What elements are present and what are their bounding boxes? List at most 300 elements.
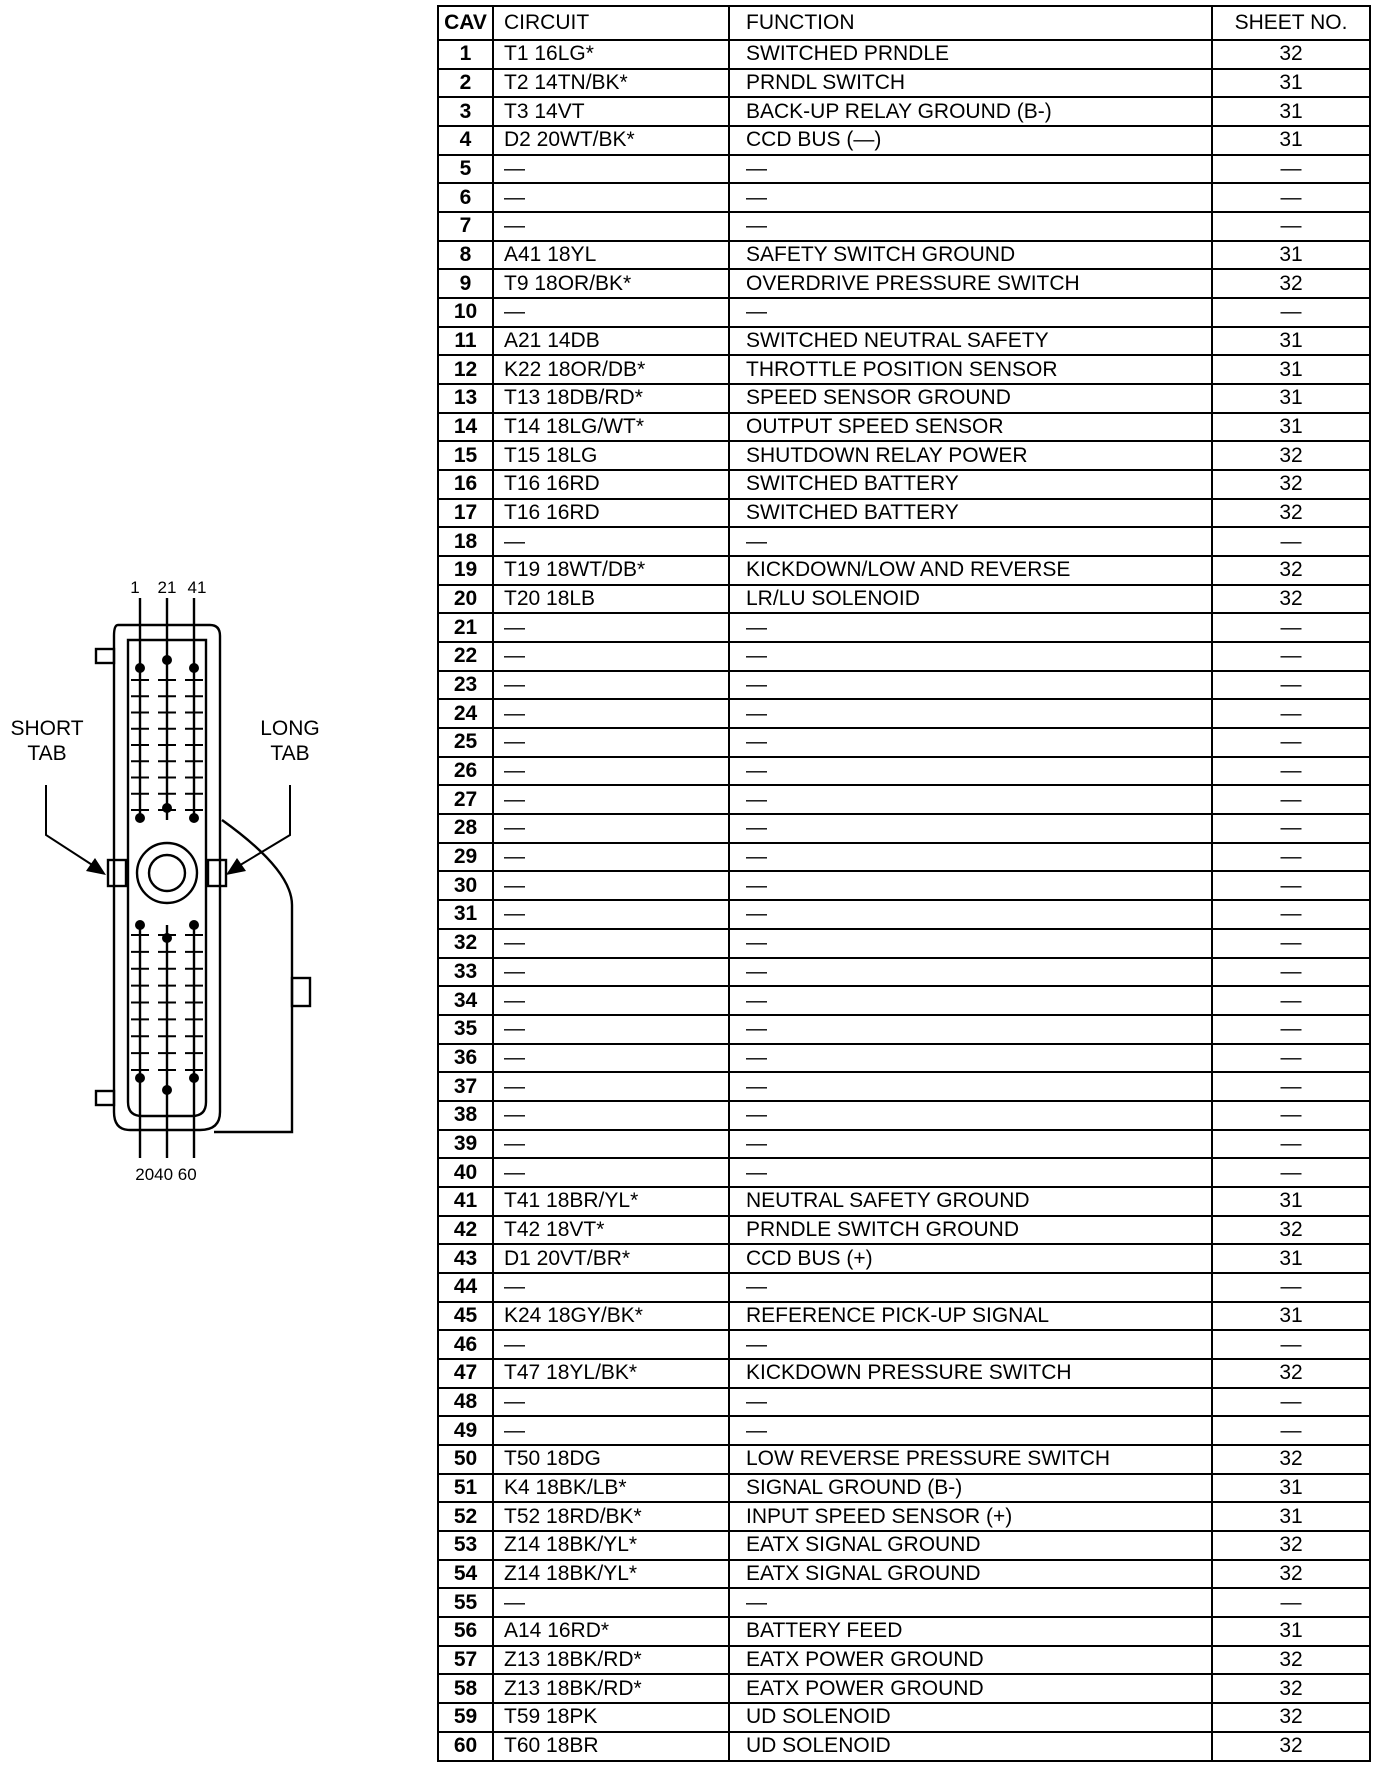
table-row (438, 327, 1370, 356)
function-cell: — (729, 843, 1212, 872)
pin-dot (162, 933, 172, 943)
sheet-no-cell: 32 (1212, 1216, 1370, 1245)
cav-cell: 26 (438, 757, 493, 786)
function-cell: — (729, 1101, 1212, 1130)
function-cell: — (729, 671, 1212, 700)
cav-cell: 58 (438, 1674, 493, 1703)
circuit-cell: — (493, 183, 729, 212)
lower-latch-nub (96, 1091, 114, 1105)
sheet-no-cell: 31 (1212, 241, 1370, 270)
function-cell: SAFETY SWITCH GROUND (729, 241, 1212, 270)
cav-cell: 24 (438, 699, 493, 728)
sheet-no-cell: 32 (1212, 1646, 1370, 1675)
cav-cell: 54 (438, 1560, 493, 1589)
table-row (438, 929, 1370, 958)
function-cell: — (729, 1044, 1212, 1073)
table-row (438, 728, 1370, 757)
circuit-cell: — (493, 642, 729, 671)
function-cell: EATX SIGNAL GROUND (729, 1560, 1212, 1589)
sheet-no-cell: — (1212, 1072, 1370, 1101)
sheet-no-cell: 32 (1212, 1359, 1370, 1388)
sheet-no-cell: — (1212, 1416, 1370, 1445)
table-row (438, 1158, 1370, 1187)
sheet-no-cell: 31 (1212, 1244, 1370, 1273)
cav-cell: 40 (438, 1158, 493, 1187)
circuit-cell: — (493, 958, 729, 987)
cav-cell: 41 (438, 1187, 493, 1216)
table-row (438, 1674, 1370, 1703)
circuit-cell: D1 20VT/BR* (493, 1244, 729, 1273)
function-cell: BATTERY FEED (729, 1617, 1212, 1646)
table-row (438, 1072, 1370, 1101)
sheet-no-cell: — (1212, 1273, 1370, 1302)
circuit-cell: — (493, 527, 729, 556)
cav-cell: 18 (438, 527, 493, 556)
sheet-no-cell: — (1212, 527, 1370, 556)
cav-cell: 27 (438, 785, 493, 814)
table-row (438, 355, 1370, 384)
circuit-cell: — (493, 929, 729, 958)
function-cell: — (729, 1388, 1212, 1417)
pin-dot (189, 813, 199, 823)
cav-cell: 14 (438, 413, 493, 442)
circuit-cell: — (493, 1416, 729, 1445)
table-row (438, 1273, 1370, 1302)
sheet-no-cell: — (1212, 699, 1370, 728)
function-cell: SWITCHED PRNDLE (729, 40, 1212, 69)
circuit-cell: — (493, 1044, 729, 1073)
function-cell: KICKDOWN PRESSURE SWITCH (729, 1359, 1212, 1388)
circuit-cell: Z14 18BK/YL* (493, 1560, 729, 1589)
table-row (438, 958, 1370, 987)
cav-cell: 42 (438, 1216, 493, 1245)
cav-cell: 60 (438, 1732, 493, 1761)
pin-label-21: 21 (157, 578, 177, 597)
long-tab (208, 860, 226, 886)
cav-cell: 33 (438, 958, 493, 987)
table-row (438, 1703, 1370, 1732)
cav-cell: 29 (438, 843, 493, 872)
circuit-cell: — (493, 986, 729, 1015)
function-cell: — (729, 871, 1212, 900)
table-row (438, 212, 1370, 241)
function-cell: REFERENCE PICK-UP SIGNAL (729, 1302, 1212, 1331)
table-row (438, 1044, 1370, 1073)
sheet-no-cell: — (1212, 757, 1370, 786)
table-row (438, 441, 1370, 470)
cav-cell: 32 (438, 929, 493, 958)
cav-cell: 17 (438, 499, 493, 528)
sheet-no-cell: 32 (1212, 556, 1370, 585)
table-row (438, 814, 1370, 843)
function-cell: — (729, 1588, 1212, 1617)
circuit-cell: Z13 18BK/RD* (493, 1646, 729, 1675)
cav-cell: 3 (438, 97, 493, 126)
circuit-cell: T52 18RD/BK* (493, 1502, 729, 1531)
table-row (438, 1560, 1370, 1589)
sheet-no-cell: 32 (1212, 1732, 1370, 1761)
cav-cell: 43 (438, 1244, 493, 1273)
function-cell: NEUTRAL SAFETY GROUND (729, 1187, 1212, 1216)
function-cell: EATX SIGNAL GROUND (729, 1531, 1212, 1560)
table-row (438, 1359, 1370, 1388)
cav-cell: 12 (438, 355, 493, 384)
table-row (438, 183, 1370, 212)
short-tab-label-line1: SHORT (10, 717, 84, 740)
sheet-no-cell: 32 (1212, 470, 1370, 499)
sheet-no-cell: — (1212, 929, 1370, 958)
sheet-no-cell: 32 (1212, 1445, 1370, 1474)
cav-cell: 52 (438, 1502, 493, 1531)
table-row (438, 1617, 1370, 1646)
cav-cell: 16 (438, 470, 493, 499)
circuit-cell: — (493, 613, 729, 642)
function-cell: — (729, 212, 1212, 241)
function-cell: EATX POWER GROUND (729, 1674, 1212, 1703)
circuit-cell: T9 18OR/BK* (493, 269, 729, 298)
cav-cell: 53 (438, 1531, 493, 1560)
circuit-cell: T41 18BR/YL* (493, 1187, 729, 1216)
circuit-cell: — (493, 671, 729, 700)
cav-cell: 35 (438, 1015, 493, 1044)
table-row (438, 470, 1370, 499)
sheet-no-cell: 31 (1212, 69, 1370, 98)
long-tab-label-line2: TAB (270, 742, 310, 765)
function-cell: — (729, 527, 1212, 556)
circuit-cell: T60 18BR (493, 1732, 729, 1761)
circuit-cell: — (493, 814, 729, 843)
cav-cell: 15 (438, 441, 493, 470)
function-cell: OUTPUT SPEED SENSOR (729, 413, 1212, 442)
table-row (438, 1646, 1370, 1675)
table-row (438, 269, 1370, 298)
table-row (438, 1330, 1370, 1359)
function-cell: CCD BUS (—) (729, 126, 1212, 155)
circuit-cell: K22 18OR/DB* (493, 355, 729, 384)
sheet-no-cell: 32 (1212, 441, 1370, 470)
function-cell: OVERDRIVE PRESSURE SWITCH (729, 269, 1212, 298)
sheet-no-cell: 31 (1212, 1502, 1370, 1531)
function-cell: EATX POWER GROUND (729, 1646, 1212, 1675)
cav-cell: 44 (438, 1273, 493, 1302)
pin-dot (135, 813, 145, 823)
sheet-no-cell: 31 (1212, 97, 1370, 126)
sheet-no-cell: — (1212, 728, 1370, 757)
pin-dot (135, 920, 145, 930)
sheet-no-cell: 31 (1212, 1617, 1370, 1646)
function-cell: — (729, 298, 1212, 327)
function-cell: — (729, 1158, 1212, 1187)
long-tab-arrowhead (226, 858, 246, 875)
circuit-cell: A14 16RD* (493, 1617, 729, 1646)
circuit-cell: Z13 18BK/RD* (493, 1674, 729, 1703)
cav-cell: 46 (438, 1330, 493, 1359)
header-circuit: CIRCUIT (493, 6, 729, 40)
cav-cell: 28 (438, 814, 493, 843)
sheet-no-cell: — (1212, 613, 1370, 642)
function-cell: — (729, 642, 1212, 671)
function-cell: CCD BUS (+) (729, 1244, 1212, 1273)
sheet-no-cell: — (1212, 900, 1370, 929)
short-tab-arrowhead (86, 858, 106, 875)
circuit-cell: — (493, 1330, 729, 1359)
sheet-no-cell: 31 (1212, 1302, 1370, 1331)
table-row (438, 1388, 1370, 1417)
function-cell: — (729, 155, 1212, 184)
table-row (438, 1216, 1370, 1245)
circuit-cell: — (493, 212, 729, 241)
sheet-no-cell: — (1212, 671, 1370, 700)
circuit-cell: T19 18WT/DB* (493, 556, 729, 585)
circuit-cell: T20 18LB (493, 585, 729, 614)
function-cell: — (729, 1130, 1212, 1159)
circuit-cell: T3 14VT (493, 97, 729, 126)
cav-cell: 56 (438, 1617, 493, 1646)
circuit-cell: T1 16LG* (493, 40, 729, 69)
circuit-cell: T59 18PK (493, 1703, 729, 1732)
circuit-cell: — (493, 1015, 729, 1044)
center-bolt-inner (149, 855, 185, 891)
cav-cell: 13 (438, 384, 493, 413)
function-cell: — (729, 986, 1212, 1015)
cav-cell: 37 (438, 1072, 493, 1101)
cav-cell: 47 (438, 1359, 493, 1388)
sheet-no-cell: — (1212, 1330, 1370, 1359)
table-row (438, 642, 1370, 671)
function-cell: — (729, 699, 1212, 728)
cav-cell: 36 (438, 1044, 493, 1073)
table-row (438, 785, 1370, 814)
function-cell: — (729, 929, 1212, 958)
circuit-cell: A41 18YL (493, 241, 729, 270)
sheet-no-cell: 32 (1212, 1531, 1370, 1560)
table-row (438, 1502, 1370, 1531)
cav-cell: 38 (438, 1101, 493, 1130)
header-sheet-no: SHEET NO. (1212, 6, 1370, 40)
sheet-no-cell: — (1212, 1388, 1370, 1417)
circuit-cell: — (493, 1158, 729, 1187)
circuit-cell: T2 14TN/BK* (493, 69, 729, 98)
sheet-no-cell: — (1212, 183, 1370, 212)
pin-dot (135, 1073, 145, 1083)
function-cell: — (729, 1072, 1212, 1101)
table-row (438, 1445, 1370, 1474)
sheet-no-cell: 31 (1212, 384, 1370, 413)
long-tab-pointer (232, 785, 290, 870)
table-row (438, 1187, 1370, 1216)
table-row (438, 843, 1370, 872)
sheet-no-cell: — (1212, 1130, 1370, 1159)
sheet-no-cell: — (1212, 871, 1370, 900)
sheet-no-cell: 31 (1212, 126, 1370, 155)
table-row (438, 1015, 1370, 1044)
circuit-cell: T16 16RD (493, 499, 729, 528)
table-row (438, 69, 1370, 98)
function-cell: SIGNAL GROUND (B-) (729, 1474, 1212, 1503)
sheet-no-cell: 32 (1212, 269, 1370, 298)
function-cell: — (729, 613, 1212, 642)
function-cell: THROTTLE POSITION SENSOR (729, 355, 1212, 384)
sheet-no-cell: 31 (1212, 1187, 1370, 1216)
sheet-no-cell: 31 (1212, 327, 1370, 356)
sheet-no-cell: — (1212, 212, 1370, 241)
cav-cell: 39 (438, 1130, 493, 1159)
pin-dot (162, 803, 172, 813)
function-cell: — (729, 900, 1212, 929)
function-cell: — (729, 757, 1212, 786)
table-row (438, 871, 1370, 900)
cav-cell: 50 (438, 1445, 493, 1474)
circuit-cell: A21 14DB (493, 327, 729, 356)
table-row (438, 155, 1370, 184)
circuit-cell: K4 18BK/LB* (493, 1474, 729, 1503)
circuit-cell: T42 18VT* (493, 1216, 729, 1245)
cav-cell: 57 (438, 1646, 493, 1675)
cav-cell: 1 (438, 40, 493, 69)
cav-cell: 4 (438, 126, 493, 155)
header-function: FUNCTION (729, 6, 1212, 40)
cav-cell: 11 (438, 327, 493, 356)
table-row (438, 556, 1370, 585)
short-tab (108, 860, 126, 886)
cav-cell: 51 (438, 1474, 493, 1503)
function-cell: — (729, 183, 1212, 212)
cav-cell: 49 (438, 1416, 493, 1445)
pin-labels-bottom: 2040 60 (135, 1165, 197, 1184)
table-row (438, 413, 1370, 442)
cav-cell: 5 (438, 155, 493, 184)
circuit-cell: — (493, 1273, 729, 1302)
sheet-no-cell: — (1212, 843, 1370, 872)
table-row (438, 900, 1370, 929)
function-cell: PRNDL SWITCH (729, 69, 1212, 98)
connector-diagram (0, 560, 380, 1200)
header-cav: CAV (438, 6, 493, 40)
circuit-cell: D2 20WT/BK* (493, 126, 729, 155)
circuit-cell: — (493, 298, 729, 327)
pin-dot (162, 655, 172, 665)
circuit-cell: — (493, 1101, 729, 1130)
table-row (438, 1302, 1370, 1331)
pin-dot (189, 920, 199, 930)
sheet-no-cell: — (1212, 814, 1370, 843)
circuit-cell: — (493, 900, 729, 929)
short-tab-pointer (46, 785, 100, 870)
table-row (438, 1130, 1370, 1159)
table-row (438, 298, 1370, 327)
sheet-no-cell: 31 (1212, 1474, 1370, 1503)
circuit-cell: — (493, 1072, 729, 1101)
table-row (438, 1101, 1370, 1130)
sheet-no-cell: — (1212, 986, 1370, 1015)
cav-cell: 55 (438, 1588, 493, 1617)
sheet-no-cell: 32 (1212, 499, 1370, 528)
wire-loop-clip (292, 978, 310, 1006)
table-row (438, 671, 1370, 700)
function-cell: SWITCHED NEUTRAL SAFETY (729, 327, 1212, 356)
circuit-cell: K24 18GY/BK* (493, 1302, 729, 1331)
function-cell: — (729, 785, 1212, 814)
table-row (438, 585, 1370, 614)
table-row (438, 1416, 1370, 1445)
sheet-no-cell: — (1212, 785, 1370, 814)
cav-cell: 25 (438, 728, 493, 757)
cav-cell: 22 (438, 642, 493, 671)
sheet-no-cell: 31 (1212, 355, 1370, 384)
table-row (438, 97, 1370, 126)
sheet-no-cell: — (1212, 1101, 1370, 1130)
cav-cell: 20 (438, 585, 493, 614)
cav-cell: 59 (438, 1703, 493, 1732)
cav-cell: 2 (438, 69, 493, 98)
sheet-no-cell: 32 (1212, 1560, 1370, 1589)
table-row (438, 241, 1370, 270)
function-cell: SHUTDOWN RELAY POWER (729, 441, 1212, 470)
upper-latch-nub (96, 649, 114, 663)
cav-cell: 21 (438, 613, 493, 642)
pin-dot (135, 663, 145, 673)
sheet-no-cell: — (1212, 958, 1370, 987)
function-cell: — (729, 1273, 1212, 1302)
table-row (438, 986, 1370, 1015)
circuit-cell: — (493, 699, 729, 728)
center-bolt-outer (137, 843, 197, 903)
circuit-cell: T47 18YL/BK* (493, 1359, 729, 1388)
circuit-cell: T15 18LG (493, 441, 729, 470)
cav-cell: 10 (438, 298, 493, 327)
pin-dot (189, 1073, 199, 1083)
table-row (438, 527, 1370, 556)
table-row (438, 499, 1370, 528)
function-cell: PRNDLE SWITCH GROUND (729, 1216, 1212, 1245)
table-row (438, 613, 1370, 642)
circuit-cell: — (493, 871, 729, 900)
pin-label-41: 41 (187, 578, 207, 597)
circuit-cell: — (493, 757, 729, 786)
pin-label-1: 1 (130, 578, 140, 597)
cav-cell: 23 (438, 671, 493, 700)
function-cell: — (729, 1416, 1212, 1445)
table-row (438, 1588, 1370, 1617)
sheet-no-cell: — (1212, 1044, 1370, 1073)
table-row (438, 126, 1370, 155)
cav-cell: 48 (438, 1388, 493, 1417)
table-row (438, 1732, 1370, 1761)
function-cell: INPUT SPEED SENSOR (+) (729, 1502, 1212, 1531)
function-cell: SWITCHED BATTERY (729, 499, 1212, 528)
table-row (438, 1531, 1370, 1560)
sheet-no-cell: — (1212, 155, 1370, 184)
cav-cell: 9 (438, 269, 493, 298)
circuit-cell: — (493, 1130, 729, 1159)
cav-cell: 19 (438, 556, 493, 585)
function-cell: — (729, 1015, 1212, 1044)
table-row (438, 1244, 1370, 1273)
sheet-no-cell: 32 (1212, 1674, 1370, 1703)
circuit-cell: T50 18DG (493, 1445, 729, 1474)
circuit-cell: T16 16RD (493, 470, 729, 499)
table-row (438, 384, 1370, 413)
function-cell: — (729, 1330, 1212, 1359)
circuit-cell: — (493, 1388, 729, 1417)
table-row (438, 699, 1370, 728)
cav-cell: 8 (438, 241, 493, 270)
cav-cell: 30 (438, 871, 493, 900)
function-cell: UD SOLENOID (729, 1732, 1212, 1761)
function-cell: SWITCHED BATTERY (729, 470, 1212, 499)
short-tab-label-line2: TAB (27, 742, 67, 765)
sheet-no-cell: 32 (1212, 585, 1370, 614)
